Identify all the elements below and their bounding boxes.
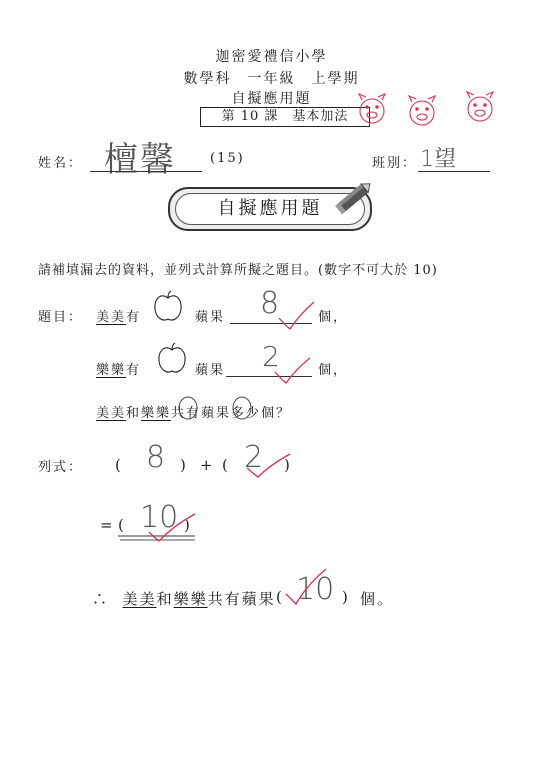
tick-mark-icon	[244, 450, 294, 480]
person-name: 美美	[96, 406, 127, 421]
conclusion-answer-handwritten: 10	[296, 572, 335, 607]
fruit-text-1: 蘋果	[195, 310, 226, 325]
formula-b-handwritten: 2	[244, 440, 264, 475]
equals-sign: =	[100, 516, 115, 534]
and-text: 和	[126, 406, 142, 421]
tick-mark-icon	[115, 510, 201, 544]
and-text: 和	[156, 590, 174, 608]
formula-a-handwritten: 8	[146, 440, 166, 475]
pencil-icon	[334, 176, 376, 218]
plus-sign: +	[200, 456, 215, 474]
name-label: 姓名：	[38, 156, 84, 171]
class-handwritten: 1望	[420, 147, 456, 172]
answer-1-handwritten: 8	[260, 286, 280, 321]
banner-title: 自擬應用題	[175, 193, 365, 225]
question-label: 題目：	[38, 310, 84, 325]
has-text: 有	[126, 363, 142, 378]
open-paren-2: (	[222, 456, 230, 474]
name-handwritten: 檀馨	[104, 140, 176, 180]
class-underline	[418, 171, 490, 172]
unit-text-1: 個，	[318, 310, 349, 325]
person-name: 美美	[122, 590, 157, 608]
answer-2-handwritten: 2	[262, 340, 280, 373]
person-name: 美美	[96, 310, 127, 325]
student-number: (15)	[210, 151, 245, 166]
class-label: 班別：	[372, 156, 418, 171]
instruction: 請補填漏去的資料，並列式計算所擬之題目。(數字不可大於 10)	[38, 263, 438, 278]
unit-text-2: 個，	[318, 363, 349, 378]
unit-text-3: 個。	[360, 590, 395, 608]
reward-stamp-icon	[350, 85, 510, 135]
question-line-1	[96, 306, 141, 325]
has-text: 有	[126, 310, 142, 325]
circle-mark-icon	[178, 395, 258, 421]
conclusion-line	[92, 588, 276, 609]
person-name: 樂樂	[141, 406, 172, 421]
person-name: 樂樂	[173, 590, 208, 608]
question-text: 共有蘋果多少個？	[171, 406, 292, 421]
close-paren-1: )	[180, 456, 188, 474]
fruit-text-2: 蘋果	[195, 363, 226, 378]
question-line-2	[96, 359, 141, 378]
close-paren-3: )	[184, 516, 192, 534]
lesson-title: 第 10 課 基本加法	[221, 109, 349, 124]
tick-mark-icon	[272, 352, 312, 386]
tick-mark-icon	[276, 296, 316, 332]
open-paren-4: (	[276, 588, 284, 606]
subject-line: 數學科 一年級 上學期	[183, 71, 360, 87]
school-name: 迦密愛禮信小學	[215, 49, 328, 65]
open-paren-3: (	[118, 516, 126, 534]
close-paren-2: )	[284, 456, 292, 474]
close-paren-4: )	[342, 588, 350, 606]
formula-label: 列式：	[38, 460, 84, 475]
formula-result-handwritten: 10	[140, 500, 179, 535]
conclusion-text: 共有蘋果	[207, 590, 276, 608]
therefore-symbol: ∴	[92, 590, 110, 608]
name-underline	[90, 171, 202, 172]
open-paren-1: (	[115, 456, 123, 474]
apple-icon	[156, 342, 188, 376]
tick-mark-icon	[282, 566, 335, 610]
topic-line: 自擬應用題	[231, 91, 312, 107]
apple-icon	[152, 290, 184, 324]
person-name: 樂樂	[96, 363, 127, 378]
lesson-box	[200, 107, 370, 127]
